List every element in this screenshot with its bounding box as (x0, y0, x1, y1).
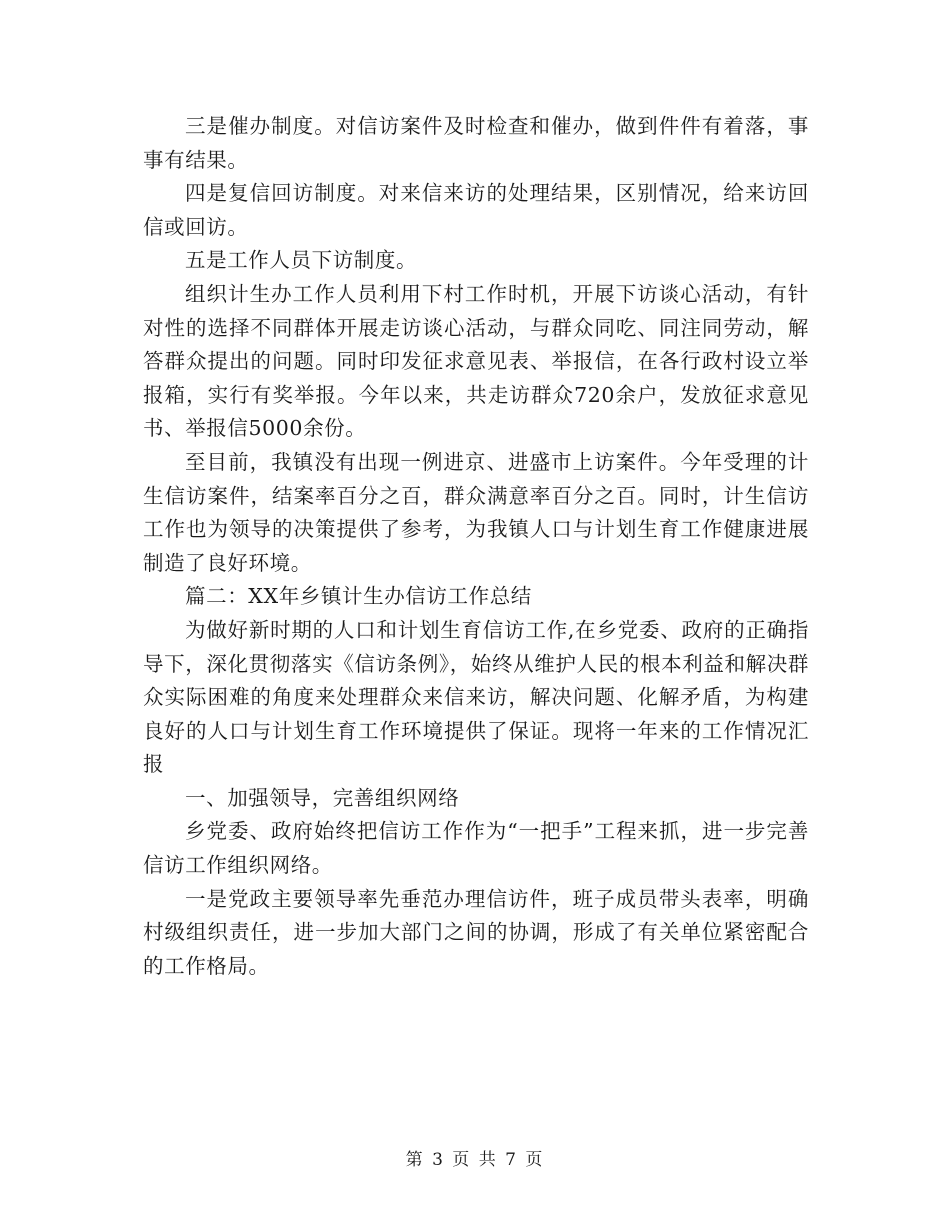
document-body (143, 110, 809, 983)
page-number-footer: 第 3 页 共 7 页 (405, 1150, 545, 1170)
paragraph-leaders-lead-by-example: 一是党政主要领导率先垂范办理信访件，班子成员带头表率，明确村级组织责任，进一步加大部门之间的协调，形成了有关单位紧密配合的工作格局。 (143, 886, 809, 978)
section-heading-part-two: 篇二：XX年乡镇计生办信访工作总结 (185, 584, 532, 609)
paragraph-part-two-intro: 为做好新时期的人口和计划生育信访工作,在乡党委、政府的正确指导下，深化贯彻落实《信访条例》，始终从维护人民的根本利益和解决群众实际困难的角度来处理群众来信来访，解决问题、化解矛盾，为构建良好的人口与计划生育工作环境提供了保证。现将一年来的工作情况汇报 (143, 617, 809, 777)
paragraph-staff-visit-system: 五是工作人员下访制度。 (185, 248, 418, 273)
section-heading-strengthen-leadership: 一、加强领导，完善组织网络 (185, 785, 460, 810)
paragraph-results-summary: 至目前，我镇没有出现一例进京、进盛市上访案件。今年受理的计生信访案件，结案率百分之百，群众满意率百分之百。同时，计生信访工作也为领导的决策提供了参考，为我镇人口与计划生育工作健康进展制造了良好环境。 (143, 449, 809, 575)
paragraph-reply-revisit-system: 四是复信回访制度。对来信来访的处理结果，区别情况，给来访回信或回访。 (143, 181, 809, 239)
paragraph-leadership-network: 乡党委、政府始终把信访工作作为“一把手”工程来抓，进一步完善信访工作组织网络。 (143, 819, 809, 878)
paragraph-staff-visit-activities: 组织计生办工作人员利用下村工作时机，开展下访谈心活动，有针对性的选择不同群体开展走访谈心活动，与群众同吃、同注同劳动，解答群众提出的问题。同时印发征求意见表、举报信，在各行政村设立举报箱，实行有奖举报。今年以来，共走访群众720余户，发放征求意见书、举报信5000余份。 (143, 281, 809, 441)
paragraph-supervision-system: 三是催办制度。对信访案件及时检查和催办，做到件件有着落，事事有结果。 (143, 114, 809, 172)
